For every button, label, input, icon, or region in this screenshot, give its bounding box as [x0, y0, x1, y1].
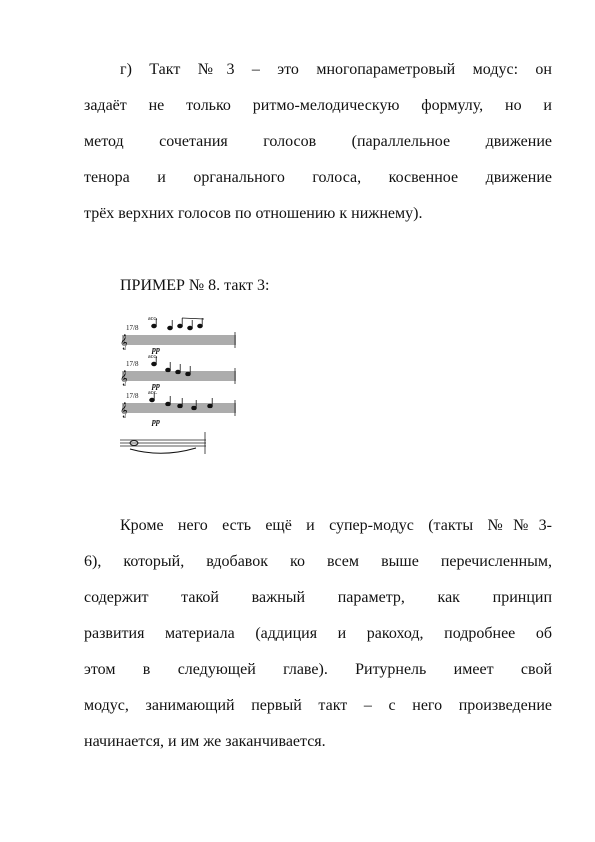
- clef-glyphs: [120, 335, 128, 418]
- treble-clef-icon-1: 𝄞: [120, 335, 128, 350]
- music-score-figure: [112, 312, 248, 472]
- dynamic-3: pp: [152, 417, 160, 426]
- meter-2: 17/8: [126, 360, 139, 368]
- paragraph-2-line-5: этом в следующей главе). Ритурнель имеет свой: [84, 661, 552, 678]
- notes-staff-3: [150, 392, 213, 410]
- paragraph-2-line-2: 6), который, вдобавок ко всем выше перечисленным,: [84, 553, 552, 570]
- meter-1: 17/8: [126, 324, 139, 332]
- staff-4: [120, 432, 206, 454]
- staff-1: [122, 332, 236, 348]
- treble-clef-icon-2: 𝄞: [120, 371, 128, 386]
- tempo-mark-2: acc.: [148, 354, 158, 360]
- paragraph-2-line-1: Кроме него есть ещё и супер-модус (такты №№3-: [120, 517, 552, 534]
- notes-staff-1: [152, 318, 204, 330]
- example-caption: ПРИМЕР № 8. такт 3:: [120, 277, 270, 294]
- paragraph-1-line-5: трёх верхних голосов по отношению к нижнему).: [84, 205, 423, 222]
- paragraph-2-line-3: содержит такой важный параметр, как принцип: [84, 589, 552, 606]
- dynamic-2: pp: [152, 381, 160, 390]
- paragraph-2-line-7: начинается, и им же заканчивается.: [84, 733, 326, 750]
- treble-clef-icon-3: 𝄞: [120, 403, 128, 418]
- paragraph-1: [84, 52, 552, 232]
- meter-3: 17/8: [126, 392, 139, 400]
- dynamic-1: pp: [152, 345, 160, 354]
- paragraph-2-line-6: модус, занимающий первый такт – с него произведение: [84, 697, 552, 714]
- paragraph-2: [84, 508, 552, 760]
- paragraph-1-line-1: г) Такт №3 – это многопараметровый модус: он: [120, 61, 552, 78]
- paragraph-2-line-4: развития материала (аддиция и ракоход, подробнее об: [84, 625, 552, 642]
- paragraph-1-line-4: тенора и органального голоса, косвенное движение: [84, 169, 552, 186]
- paragraph-1-line-3: метод сочетания голосов (параллельное движение: [84, 133, 552, 150]
- tempo-mark-1: acc.: [148, 316, 158, 322]
- notes-staff-4: [130, 441, 196, 454]
- tempo-mark-3: acc.: [148, 390, 158, 396]
- paragraph-1-line-2: задаёт не только ритмо-мелодическую формулу, но и: [84, 97, 552, 114]
